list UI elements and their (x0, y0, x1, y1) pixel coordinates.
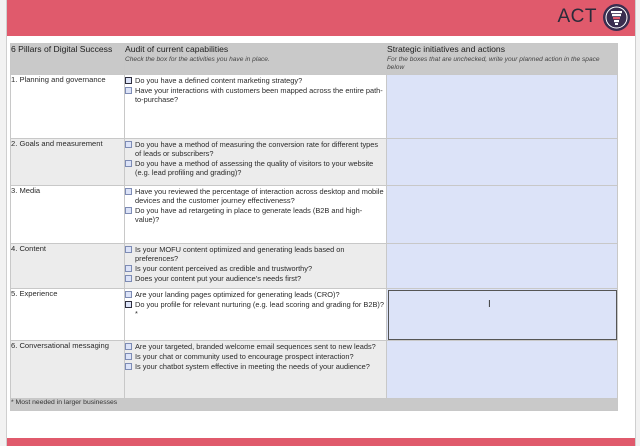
action-input-field[interactable] (387, 139, 618, 186)
brand-title: ACT (557, 6, 597, 27)
question-text: Are your landing pages optimized for generating leads (CRO)? (135, 290, 340, 299)
question-text: Do you have a method of assessing the quality of visitors to your website (e.g. lead profiling and grading)? (135, 159, 374, 177)
table-row (11, 244, 618, 289)
actions-column-header (387, 44, 618, 75)
checkbox-item[interactable] (125, 187, 386, 205)
checkbox-item[interactable] (125, 290, 386, 299)
pillar-label: 3. Media (11, 186, 125, 244)
text-cursor-icon: I (488, 299, 491, 310)
audit-column-title: Audit of current capabilities (125, 44, 229, 54)
action-input-field[interactable] (387, 75, 618, 139)
checkbox-item[interactable] (125, 76, 386, 85)
table-row (11, 186, 618, 244)
audit-cell (125, 75, 387, 139)
audit-cell (125, 341, 387, 399)
checkbox[interactable] (125, 246, 132, 253)
audit-cell (125, 289, 387, 341)
checkbox[interactable] (125, 141, 132, 148)
pillar-label: 5. Experience (11, 289, 125, 341)
checkbox-item[interactable] (125, 206, 386, 224)
checkbox[interactable] (125, 188, 132, 195)
footnote-row (11, 399, 618, 411)
checkbox[interactable] (125, 343, 132, 350)
checkbox-item[interactable] (125, 245, 386, 263)
action-input-field[interactable] (387, 186, 618, 244)
checkbox[interactable] (125, 87, 132, 94)
checkbox-item[interactable] (125, 300, 386, 318)
pillar-label: 4. Content (11, 244, 125, 289)
question-text: Have your interactions with customers been mapped across the entire path-to-purchase? (135, 86, 383, 104)
funnel-badge-icon (603, 4, 630, 31)
audit-cell (125, 186, 387, 244)
checkbox[interactable] (125, 353, 132, 360)
actions-column-title: Strategic initiatives and actions (387, 44, 505, 54)
checkbox-item[interactable] (125, 159, 386, 177)
pillar-label: 6. Conversational messaging (11, 341, 125, 399)
table-header-row (11, 44, 618, 75)
question-text: Is your MOFU content optimized and generating leads based on preferences? (135, 245, 345, 263)
checkbox[interactable] (125, 265, 132, 272)
audit-cell (125, 139, 387, 186)
question-text: Is your chat or community used to encourage prospect interaction? (135, 352, 354, 361)
audit-cell (125, 244, 387, 289)
action-input-field[interactable] (387, 341, 618, 399)
pillar-label: 1. Planning and governance (11, 75, 125, 139)
question-text: Is your chatbot system effective in meeting the needs of your audience? (135, 362, 370, 371)
question-text: Have you reviewed the percentage of interaction across desktop and mobile devices and the customer journey effectiveness? (135, 187, 384, 205)
question-text: Do you have ad retargeting in place to generate leads (B2B and high-value)? (135, 206, 363, 224)
action-input-field-focused[interactable] (387, 289, 618, 341)
audit-column-header (125, 44, 387, 75)
table-row (11, 289, 618, 341)
question-text: Do you have a method of measuring the conversion rate for different types of leads or subscribers? (135, 140, 379, 158)
checkbox-item[interactable] (125, 264, 386, 273)
checkbox[interactable] (125, 363, 132, 370)
footnote-text: * Most needed in larger businesses (11, 399, 618, 411)
checkbox[interactable] (125, 275, 132, 282)
pillars-column-title: 6 Pillars of Digital Success (11, 44, 113, 54)
audit-column-subtitle: Check the box for the activities you have in place. (125, 56, 270, 63)
checkbox[interactable] (125, 160, 132, 167)
checkbox[interactable] (125, 77, 132, 84)
question-text: Are your targeted, branded welcome email sequences sent to new leads? (135, 342, 376, 351)
checkbox-item[interactable] (125, 352, 386, 361)
checkbox-item[interactable] (125, 140, 386, 158)
checkbox-item[interactable] (125, 362, 386, 371)
footer-bar (7, 438, 635, 446)
question-text: Do you have a defined content marketing strategy? (135, 76, 303, 85)
pillars-column-header (11, 44, 125, 75)
checkbox[interactable] (125, 291, 132, 298)
actions-column-subtitle: For the boxes that are unchecked, write your planned action in the space below (387, 56, 600, 71)
question-text: Is your content perceived as credible and trustworthy? (135, 264, 313, 273)
header-bar (7, 0, 635, 36)
question-text: Do you profile for relevant nurturing (e.g. lead scoring and grading for B2B)? * (135, 300, 384, 318)
checkbox[interactable] (125, 301, 132, 308)
pillars-table (10, 43, 618, 411)
table-row (11, 341, 618, 399)
checkbox[interactable] (125, 207, 132, 214)
pillar-label: 2. Goals and measurement (11, 139, 125, 186)
checkbox-item[interactable] (125, 274, 386, 283)
question-text: Does your content put your audience's needs first? (135, 274, 302, 283)
action-input-field[interactable] (387, 244, 618, 289)
table-row (11, 75, 618, 139)
checkbox-item[interactable] (125, 86, 386, 104)
table-row (11, 139, 618, 186)
checkbox-item[interactable] (125, 342, 386, 351)
